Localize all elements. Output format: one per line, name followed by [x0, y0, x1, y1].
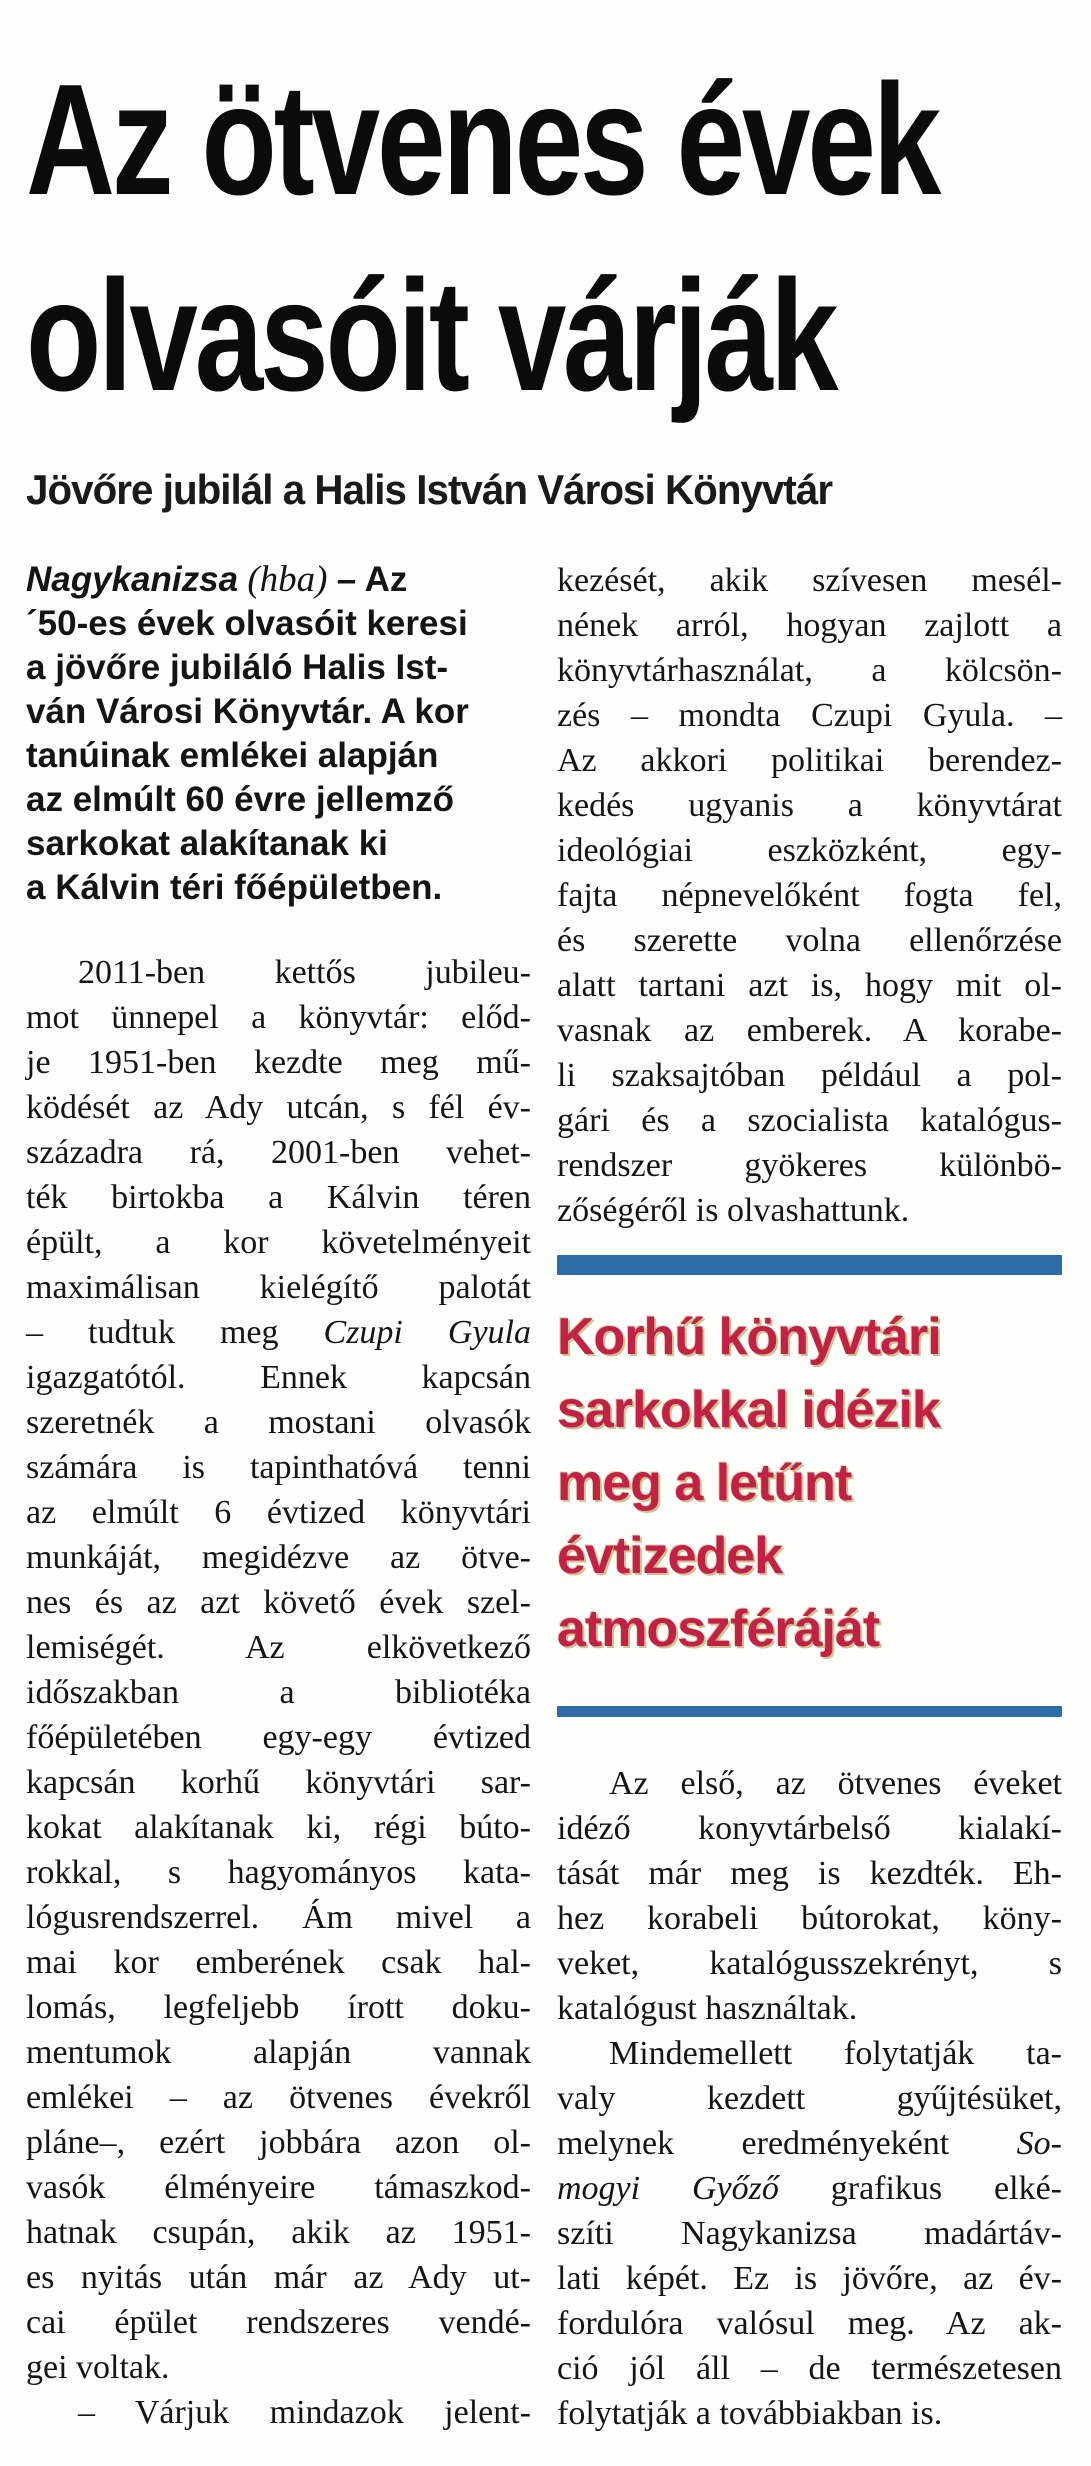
text-line: zés – mondta Czupi Gyula. – — [557, 697, 1062, 734]
text-line: ték birtokba a Kálvin téren — [26, 1179, 531, 1216]
lede — [26, 558, 531, 910]
column-left — [26, 558, 531, 2435]
text-line: kedés ugyanis a könyvtárat — [557, 787, 1062, 824]
divider-bottom — [557, 1706, 1062, 1717]
text-line: mentumok alapján vannak — [26, 2034, 531, 2071]
text-line: főépületében egy-egy évtized — [26, 1719, 531, 1756]
byline: (hba) — [238, 559, 337, 600]
text-line: zőségéről is olvashattunk. — [557, 1192, 910, 1229]
text-line: számára is tapinthatóvá tenni — [26, 1449, 531, 1486]
text-line: gári és a szocialista katalógus- — [557, 1102, 1062, 1139]
headline — [26, 42, 1063, 434]
divider-top — [557, 1255, 1062, 1275]
text-line: igazgatótól. Ennek kapcsán — [26, 1359, 531, 1396]
text-line: rendszer gyökeres különbö- — [557, 1147, 1062, 1184]
text-line: 2011-ben kettős jubileu- — [78, 954, 531, 991]
text-line: hez korabeli bútorokat, köny- — [557, 1900, 1062, 1937]
text-line: hatnak csupán, akik az 1951- — [26, 2214, 531, 2251]
text-line: cai épület rendszeres vendé- — [26, 2304, 531, 2341]
text-line: pláne–, ezért jobbára azon ol- — [26, 2124, 531, 2161]
text-line: ´50-es évek olvasóit keresi — [26, 604, 468, 643]
text-line: ködését az Ady utcán, s fél év- — [26, 1089, 531, 1126]
text-line: a Kálvin téri főépületben. — [26, 868, 443, 907]
text-line: munkáját, megidézve az ötve- — [26, 1539, 531, 1576]
text-line: ván Városi Könyvtár. A kor — [26, 692, 469, 731]
text-line: Korhű könyvtári — [557, 1308, 941, 1366]
text-line: emlékei – az ötvenes évekről — [26, 2079, 531, 2116]
text-line: kezését, akik szívesen mesél- — [557, 562, 1062, 599]
left-body-text — [26, 950, 531, 2435]
text-line: fajta népnevelőként fogta fel, — [557, 877, 1062, 914]
text-line: a jövőre jubiláló Halis Ist- — [26, 648, 449, 687]
text-line: – tudtuk meg Czupi Gyula — [26, 1314, 531, 1351]
text-line: mogyi Győző grafikus elké- — [557, 2170, 1062, 2207]
text-line: meg a letűnt — [557, 1454, 852, 1512]
text-line: rokkal, s hagyományos kata- — [26, 1854, 531, 1891]
text-line: századra rá, 2001-ben vehet- — [26, 1134, 531, 1171]
text-line: nes és az azt követő évek szel- — [26, 1584, 531, 1621]
text-line: kokat alakítanak ki, régi búto- — [26, 1809, 531, 1846]
text-line: veket, katalógusszekrényt, s — [557, 1945, 1062, 1982]
text-line: évtizedek — [557, 1527, 783, 1585]
text-line: ideológiai eszközként, egy- — [557, 832, 1062, 869]
text-line: folytatják a továbbiakban is. — [557, 2395, 943, 2432]
text-line: fordulóra valósul meg. Az ak- — [557, 2305, 1062, 2342]
lede-lines — [26, 602, 531, 910]
right-body-text-part1 — [557, 558, 1062, 1233]
text-line: je 1951-ben kezdte meg mű- — [26, 1044, 531, 1081]
headline-line-1: Az ötvenes évek — [26, 52, 939, 228]
text-line: Mindemellett folytatják ta- — [609, 2035, 1062, 2072]
text-line: idéző konyvtárbelső kialakí- — [557, 1810, 1062, 1847]
text-line: szíti Nagykanizsa madártáv- — [557, 2215, 1062, 2252]
pull-quote — [557, 1301, 1062, 1666]
text-line: tását már meg is kezdték. Eh- — [557, 1855, 1062, 1892]
text-line: ció jól áll – de természetesen — [557, 2350, 1062, 2387]
subhead: Jövőre jubilál a Halis István Városi Könyvtár — [26, 466, 833, 513]
lede-first-line — [26, 558, 531, 602]
text-line: vasók élményeire támaszkod- — [26, 2169, 531, 2206]
text-line: szeretnék a mostani olvasók — [26, 1404, 531, 1441]
text-line: az elmúlt 60 évre jellemző — [26, 780, 454, 819]
text-line: atmoszféráját — [557, 1600, 880, 1658]
text-line: mot ünnepel a könyvtár: előd- — [26, 999, 531, 1036]
text-line: valy kezdett gyűjtésüket, — [557, 2080, 1062, 2117]
dateline: Nagykanizsa — [26, 560, 239, 599]
text-line: sarkokat alakítanak ki — [26, 824, 388, 863]
right-body-text-part2 — [557, 1761, 1062, 2436]
text-line: könyvtárhasználat, a kölcsön- — [557, 652, 1062, 689]
text-line: Az akkori politikai berendez- — [557, 742, 1062, 779]
text-line: maximálisan kielégítő palotát — [26, 1269, 531, 1306]
text-line: – Várjuk mindazok jelent- — [78, 2394, 531, 2431]
text-line: katalógust használtak. — [557, 1990, 858, 2027]
text-line: mai kor emberének csak hal- — [26, 1944, 531, 1981]
text-line: li szaksajtóban például a pol- — [557, 1057, 1062, 1094]
headline-line-2: olvasóit várják — [26, 248, 836, 424]
text-line: es nyitás után már az Ady ut- — [26, 2259, 531, 2296]
text-line: és szerette volna ellenőrzése — [557, 922, 1062, 959]
text-line: nének arról, hogyan zajlott a — [557, 607, 1062, 644]
text-line: vasnak az emberek. A korabe- — [557, 1012, 1062, 1049]
column-right — [557, 558, 1062, 2436]
article-columns — [26, 558, 1063, 2436]
text-line: lomás, legfeljebb írott doku- — [26, 1989, 531, 2026]
text-line: időszakban a bibliotéka — [26, 1674, 531, 1711]
text-line: tanúinak emlékei alapján — [26, 736, 439, 775]
text-line: lati képét. Ez is jövőre, az év- — [557, 2260, 1062, 2297]
text-line: lógusrendszerrel. Ám mivel a — [26, 1899, 531, 1936]
text-line: alatt tartani azt is, hogy mit ol- — [557, 967, 1062, 1004]
text-line: kapcsán korhű könyvtári sar- — [26, 1764, 531, 1801]
text-line: gei voltak. — [26, 2349, 170, 2386]
text-line: sarkokkal idézik — [557, 1381, 940, 1439]
text-line: az elmúlt 6 évtized könyvtári — [26, 1494, 531, 1531]
text-line: lemiségét. Az elkövetkező — [26, 1629, 531, 1666]
text-line: Az első, az ötvenes éveket — [609, 1765, 1062, 1802]
text-line: épült, a kor követelményeit — [26, 1224, 531, 1261]
text-line: melynek eredményeként So- — [557, 2125, 1062, 2162]
lede-first-rest: – Az — [336, 560, 408, 599]
